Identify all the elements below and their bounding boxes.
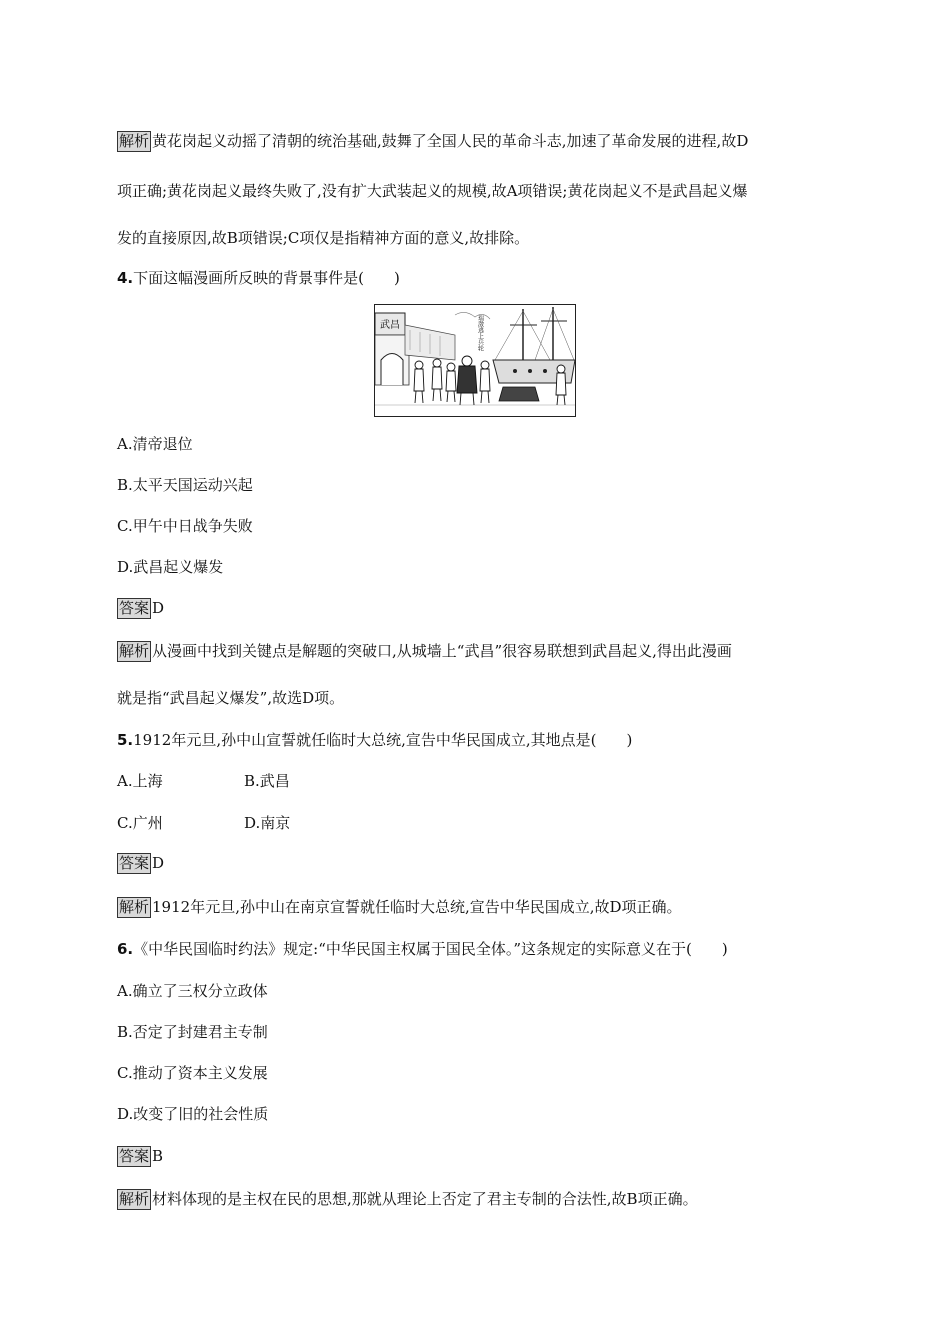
- q3-analysis-line-1: 解析 黄花岗起义动摇了清朝的统治基础,鼓舞了全国人民的革命斗志,加速了革命发展的进程,故D: [119, 132, 749, 150]
- answer-tag: 答案: [119, 854, 150, 872]
- q6-option-b: B.否定了封建君主专制: [117, 1023, 268, 1041]
- q5-option-b: B.武昌: [244, 772, 290, 790]
- q4-option-c: C.甲午中日战争失败: [117, 517, 253, 535]
- q4-analysis-line-1: 解析 从漫画中找到关键点是解题的突破口,从城墙上“武昌”很容易联想到武昌起义,得出此漫画: [119, 642, 732, 660]
- q5-option-a: A.上海: [117, 772, 163, 790]
- q4-option-d: D.武昌起义爆发: [117, 558, 224, 576]
- analysis-tag: 解析: [119, 132, 150, 150]
- q5-stem: 5.1912年元旦,孙中山宣誓就任临时大总统,宣告中华民国成立,其地点是( ): [117, 731, 633, 749]
- question-number: 6.: [117, 940, 134, 958]
- q6-analysis: 解析 材料体现的是主权在民的思想,那就从理论上否定了君主专制的合法性,故B项正确。: [119, 1190, 698, 1208]
- answer-tag: 答案: [119, 1147, 150, 1165]
- q5-analysis: 解析 1912年元旦,孙中山在南京宣誓就任临时大总统,宣告中华民国成立,故D项正确。: [119, 898, 682, 916]
- q6-option-a: A.确立了三权分立政体: [117, 982, 268, 1000]
- analysis-tag: 解析: [119, 642, 150, 660]
- q6-stem: 6.《中华民国临时约法》规定:“中华民国主权属于国民全体。”这条规定的实际意义在于( ): [117, 940, 728, 958]
- q5-option-c: C.广州: [117, 814, 163, 832]
- q5-answer: 答案 D: [119, 854, 165, 872]
- wuchang-uprising-cartoon: [374, 304, 576, 417]
- q6-option-c: C.推动了资本主义发展: [117, 1064, 268, 1082]
- cartoon-wall-sign: 武昌: [380, 320, 400, 331]
- q5-option-d: D.南京: [244, 814, 291, 832]
- q4-stem: 4.下面这幅漫画所反映的背景事件是( ): [117, 269, 400, 287]
- cartoon-caption: 瑞澂逃上兵轮: [476, 315, 484, 351]
- q6-option-d: D.改变了旧的社会性质: [117, 1105, 269, 1123]
- q4-answer: 答案 D: [119, 599, 165, 617]
- question-number: 4.: [117, 269, 134, 287]
- q4-analysis-line-2: 就是指“武昌起义爆发”,故选D项。: [117, 689, 345, 707]
- q6-answer: 答案 B: [119, 1147, 164, 1165]
- q3-analysis-line-3: 发的直接原因,故B项错误;C项仅是指精神方面的意义,故排除。: [117, 229, 530, 247]
- q3-analysis-line-2: 项正确;黄花岗起义最终失败了,没有扩大武装起义的规模,故A项错误;黄花岗起义不是武昌起义爆: [117, 182, 748, 200]
- answer-tag: 答案: [119, 599, 150, 617]
- q4-option-b: B.太平天国运动兴起: [117, 476, 253, 494]
- q4-option-a: A.清帝退位: [117, 435, 193, 453]
- analysis-tag: 解析: [119, 898, 150, 916]
- analysis-tag: 解析: [119, 1190, 150, 1208]
- question-number: 5.: [117, 731, 134, 749]
